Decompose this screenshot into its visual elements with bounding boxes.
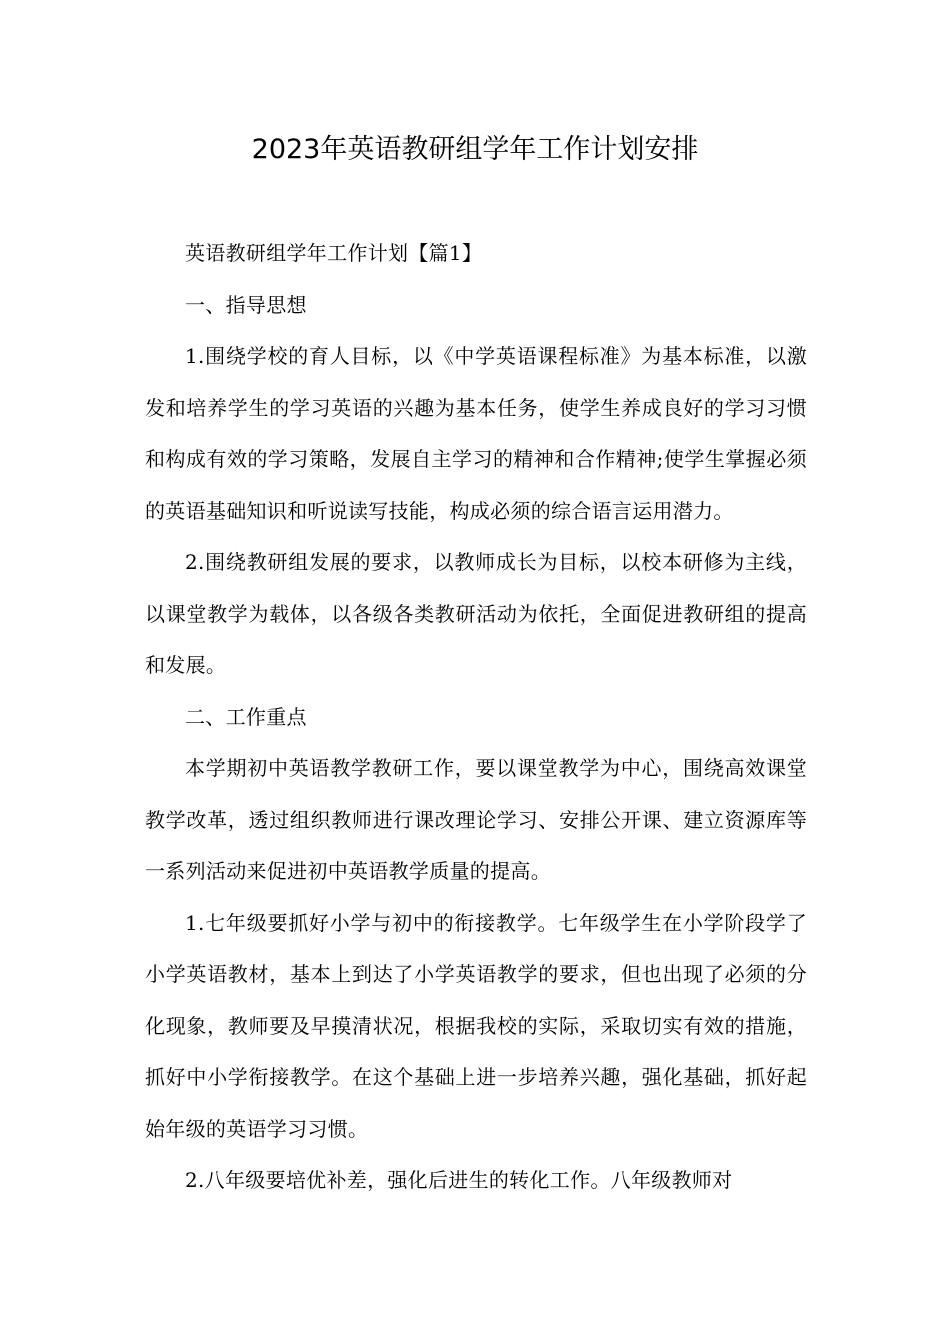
paragraph-5: 2.八年级要培优补差，强化后进生的转化工作。八年级教师对: [185, 1168, 733, 1192]
paragraph-3: 本学期初中英语教学教研工作，要以课堂教学为中心，围绕高效课堂教学改革，透过组织教师进行课改理论学习、安排公开课、建立资源库等一系列活动来促进初中英语教学质量的提高。: [145, 756, 807, 883]
section-title: 英语教研组学年工作计划【篇1】: [185, 241, 483, 265]
heading-guiding-ideology: 一、指导思想: [185, 292, 307, 317]
paragraph-4: 1.七年级要抓好小学与初中的衔接教学。七年级学生在小学阶段学了小学英语教材，基本上到达了小学英语教学的要求，但也出现了必须的分化现象，教师要及早摸清状况，根据我校的实际，采取切实有效的措施，抓好中小学衔接教学。在这个基础上进一步培养兴趣，强化基础，抓好起始年级的英语学习习惯。: [145, 910, 807, 1141]
paragraph-1: 1.围绕学校的育人目标，以《中学英语课程标准》为基本标准，以激发和培养学生的学习英语的兴趣为基本任务，使学生养成良好的学习习惯和构成有效的学习策略，发展自主学习的精神和合作精神;使学生掌握必须的英语基础知识和听说读写技能，构成必须的综合语言运用潜力。: [145, 344, 807, 523]
document-body: [145, 228, 807, 1207]
paragraph-2: 2.围绕教研组发展的要求，以教师成长为目标，以校本研修为主线，以课堂教学为载体，以各级各类教研活动为依托，全面促进教研组的提高和发展。: [145, 550, 807, 677]
document-title: 2023年英语教研组学年工作计划安排: [251, 134, 699, 165]
heading-work-focus: 二、工作重点: [185, 704, 307, 729]
